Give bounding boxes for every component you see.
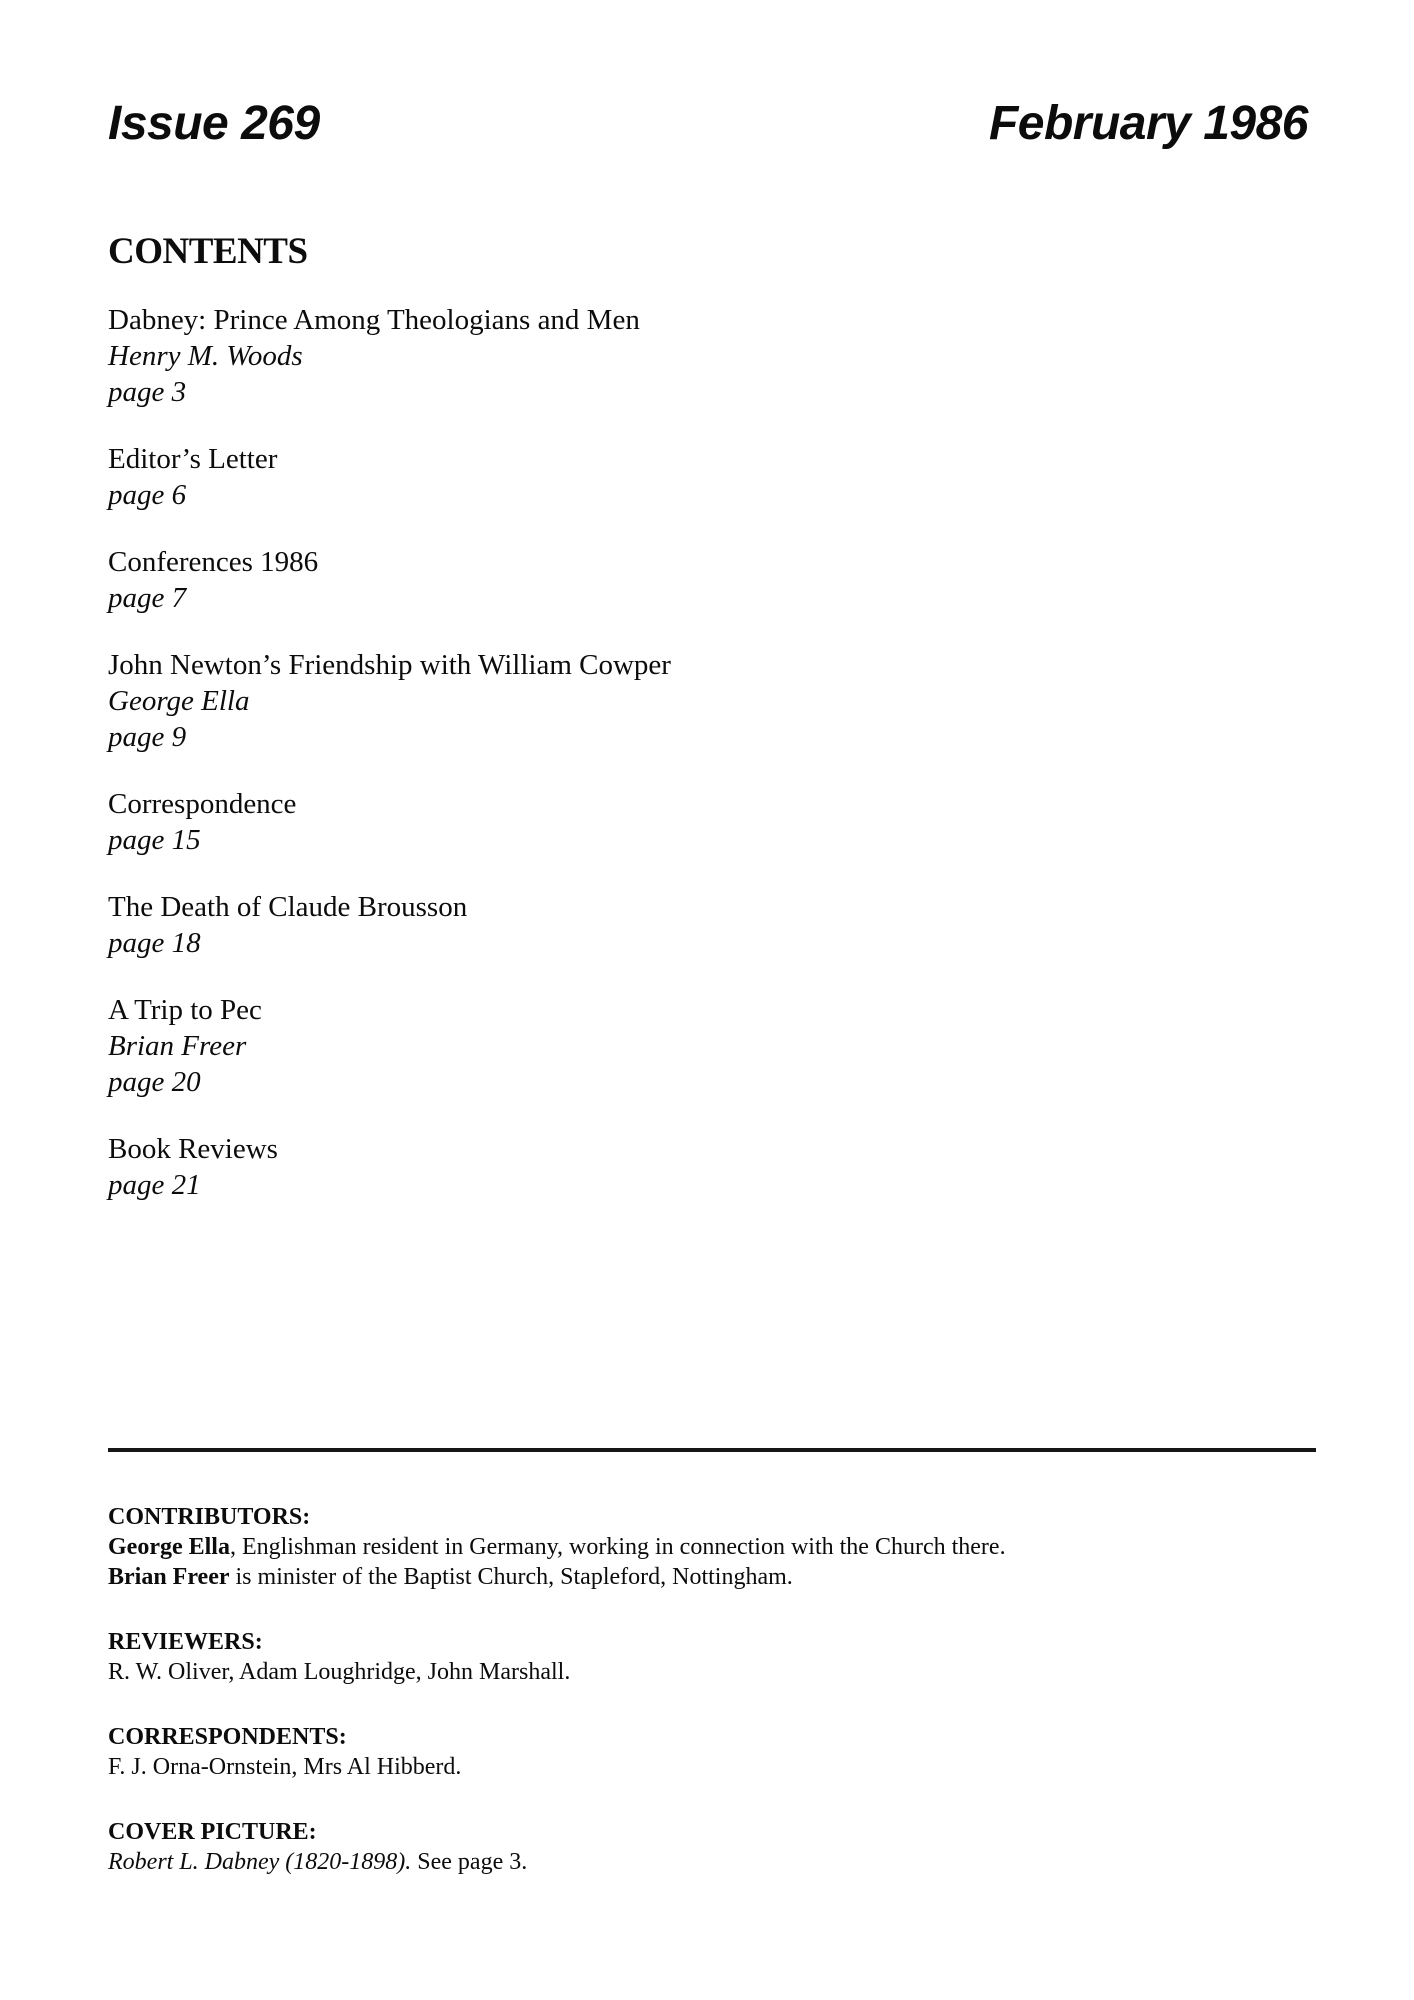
article-page-ref: page 3 (108, 376, 187, 408)
cover-picture-caption-rest: See page 3. (411, 1849, 528, 1875)
toc-item (108, 302, 1108, 410)
contributor-name: Brian Freer (108, 1564, 230, 1590)
article-title: John Newton’s Friendship with William Cowper (108, 649, 671, 681)
issue-date: February 1986 (988, 97, 1308, 150)
divider-rule (108, 1448, 1316, 1452)
contributor-description: is minister of the Baptist Church, Stapleford, Nottingham. (229, 1564, 793, 1590)
article-title: Book Reviews (108, 1133, 278, 1165)
reviewers-section (108, 1627, 1318, 1687)
contributors-section (108, 1502, 1318, 1592)
article-title: Conferences 1986 (108, 546, 319, 578)
correspondents-names: F. J. Orna-Ornstein, Mrs Al Hibberd. (108, 1754, 462, 1780)
article-author: Henry M. Woods (108, 340, 303, 372)
article-page-ref: page 18 (108, 927, 201, 959)
toc-item (108, 1131, 1108, 1203)
article-page-ref: page 9 (108, 721, 187, 753)
correspondents-heading: CORRESPONDENTS: (108, 1724, 347, 1750)
contributor-entry (108, 1532, 1318, 1562)
contributor-name: George Ella (108, 1534, 230, 1560)
toc-item (108, 992, 1108, 1100)
issue-number: Issue 269 (108, 97, 320, 150)
cover-picture-heading: COVER PICTURE: (108, 1819, 317, 1845)
article-page-ref: page 21 (108, 1169, 201, 1201)
toc-item (108, 889, 1108, 961)
reviewers-heading: REVIEWERS: (108, 1629, 263, 1655)
article-page-ref: page 15 (108, 824, 201, 856)
toc-item (108, 786, 1108, 858)
cover-picture-caption-italic: Robert L. Dabney (1820-1898). (108, 1849, 412, 1875)
article-title: Correspondence (108, 788, 297, 820)
toc-item (108, 544, 1108, 616)
article-author: Brian Freer (108, 1030, 247, 1062)
article-page-ref: page 6 (108, 479, 187, 511)
toc-item (108, 647, 1108, 755)
contributor-entry (108, 1562, 1318, 1592)
article-page-ref: page 20 (108, 1066, 201, 1098)
cover-picture-caption (108, 1847, 1318, 1877)
reviewers-names: R. W. Oliver, Adam Loughridge, John Marshall. (108, 1659, 571, 1685)
article-title: Editor’s Letter (108, 443, 278, 475)
article-title: A Trip to Pec (108, 994, 262, 1026)
article-title: Dabney: Prince Among Theologians and Men (108, 304, 640, 336)
article-page-ref: page 7 (108, 582, 187, 614)
contributor-description: , Englishman resident in Germany, working in connection with the Church there. (229, 1534, 1006, 1560)
cover-picture-section (108, 1817, 1318, 1877)
contents-heading: CONTENTS (108, 231, 308, 272)
toc-item (108, 441, 1108, 513)
article-title: The Death of Claude Brousson (108, 891, 468, 923)
correspondents-section (108, 1722, 1318, 1782)
contributors-heading: CONTRIBUTORS: (108, 1504, 311, 1530)
masthead (108, 97, 1308, 150)
article-author: George Ella (108, 685, 250, 717)
table-of-contents (108, 302, 1108, 1234)
